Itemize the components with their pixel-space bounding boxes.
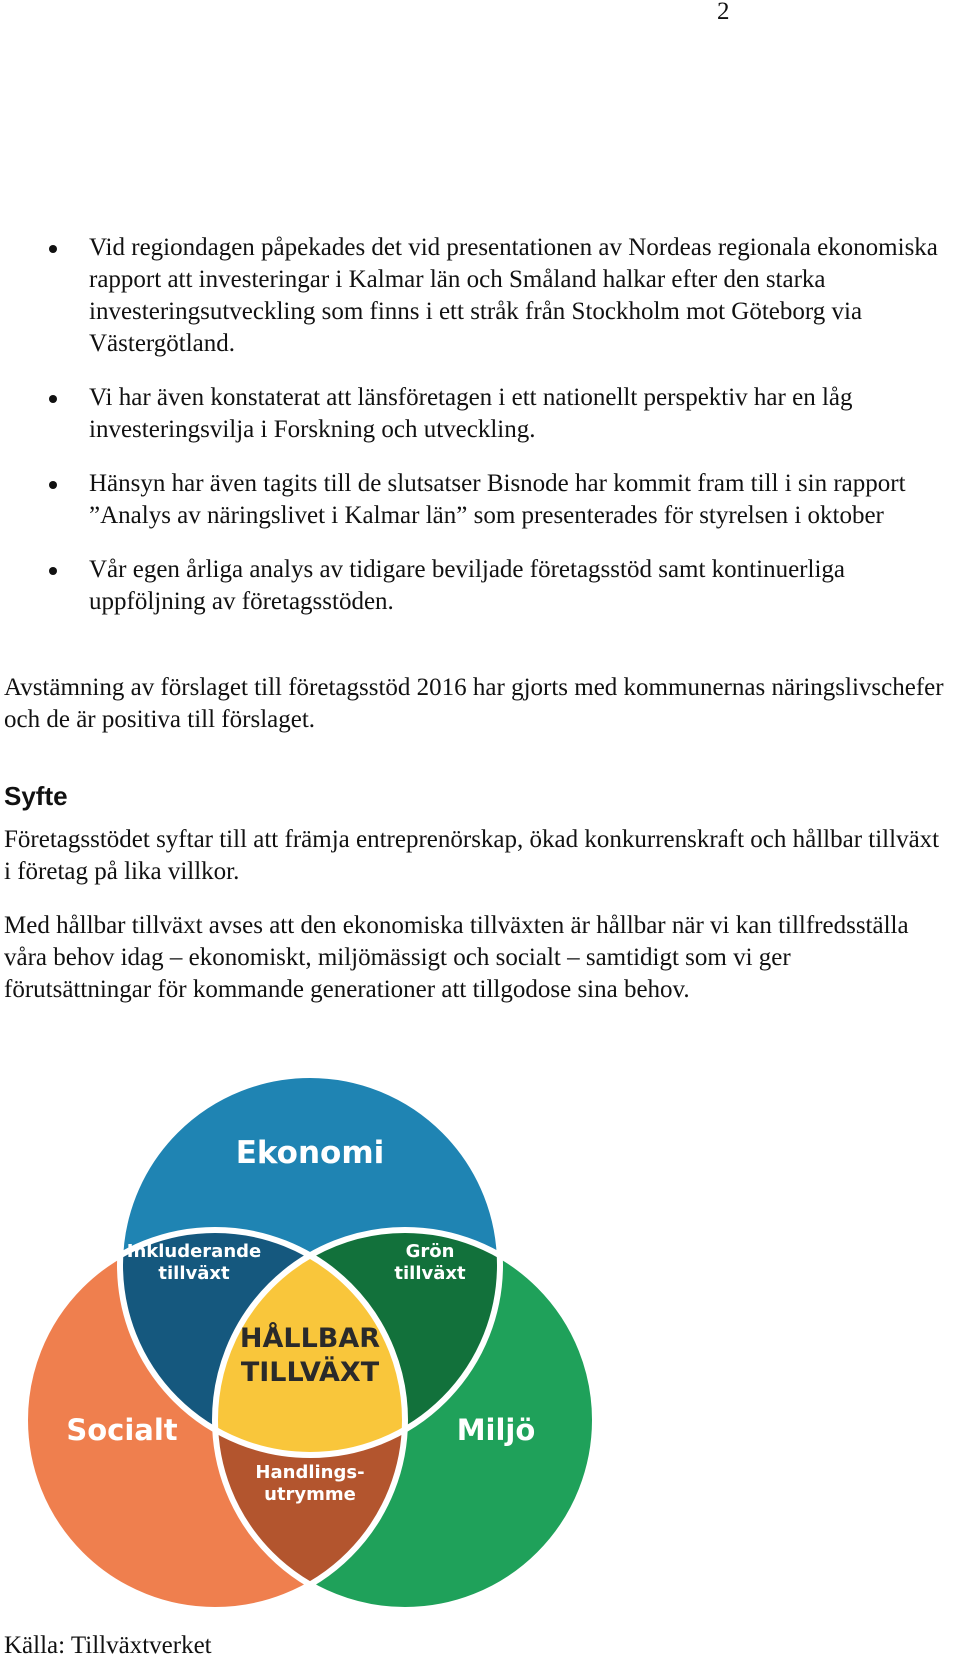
- source-caption: Källa: Tillväxtverket: [4, 1632, 212, 1659]
- label-inkluderande-1: Inkluderande: [126, 1241, 262, 1262]
- label-socialt: Socialt: [66, 1413, 178, 1447]
- label-center-2: TILLVÄXT: [240, 1357, 380, 1388]
- bullet-text: Hänsyn har även tagits till de slutsatser Bisnode har kommit fram till i sin rapport ”Analys av näringslivet i Kalmar län” som presenterades för styrelsen i oktober: [89, 470, 906, 529]
- label-gron-2: tillväxt: [394, 1263, 466, 1284]
- paragraph-avstamning: Avstämning av förslaget till företagsstöd 2016 har gjorts med kommunernas näringslivschefer och de är positiva till förslaget.: [4, 674, 944, 733]
- label-gron-1: Grön: [405, 1241, 455, 1262]
- page-number: 2: [717, 0, 730, 25]
- label-inkluderande-2: tillväxt: [158, 1263, 230, 1284]
- bullet-item: [0, 554, 939, 618]
- venn-diagram: [0, 1050, 960, 1610]
- bullet-icon: [49, 481, 57, 489]
- label-miljo: Miljö: [456, 1413, 536, 1447]
- bullet-list: [0, 232, 960, 640]
- bullet-item: [0, 382, 939, 446]
- bullet-icon: [49, 245, 57, 253]
- paragraph-hallbar-tillvaxt: Med hållbar tillväxt avses att den ekonomiska tillväxten är hållbar när vi kan tillfredsställa våra behov idag – ekonomiskt, miljömässigt och socialt – samtidigt som vi ger förutsättningar för kommande generationer att tillgodose sina behov.: [4, 912, 909, 1003]
- bullet-item: [0, 468, 939, 532]
- bullet-text: Vår egen årliga analys av tidigare beviljade företagsstöd samt kontinuerliga uppföljning av företagsstöden.: [89, 556, 845, 615]
- bullet-icon: [49, 395, 57, 403]
- bullet-text: Vid regiondagen påpekades det vid presentationen av Nordeas regionala ekonomiska rapport att investeringar i Kalmar län och Småland halkar efter den starka investeringsutveckling som finns i ett stråk från Stockholm mot Göteborg via Västergötland.: [89, 234, 938, 357]
- bullet-text: Vi har även konstaterat att länsföretagen i ett nationellt perspektiv har en låg investeringsvilja i Forskning och utveckling.: [89, 384, 853, 443]
- section-heading-syfte: Syfte: [4, 781, 68, 811]
- label-ekonomi: Ekonomi: [235, 1135, 385, 1171]
- bullet-item: [0, 232, 939, 360]
- paragraph-syfte: Företagsstödet syftar till att främja entreprenörskap, ökad konkurrenskraft och hållbar tillväxt i företag på lika villkor.: [4, 826, 940, 885]
- label-handling-2: utrymme: [264, 1484, 356, 1505]
- label-handling-1: Handlings-: [255, 1462, 365, 1483]
- label-center-1: HÅLLBAR: [239, 1323, 381, 1354]
- bullet-icon: [49, 567, 57, 575]
